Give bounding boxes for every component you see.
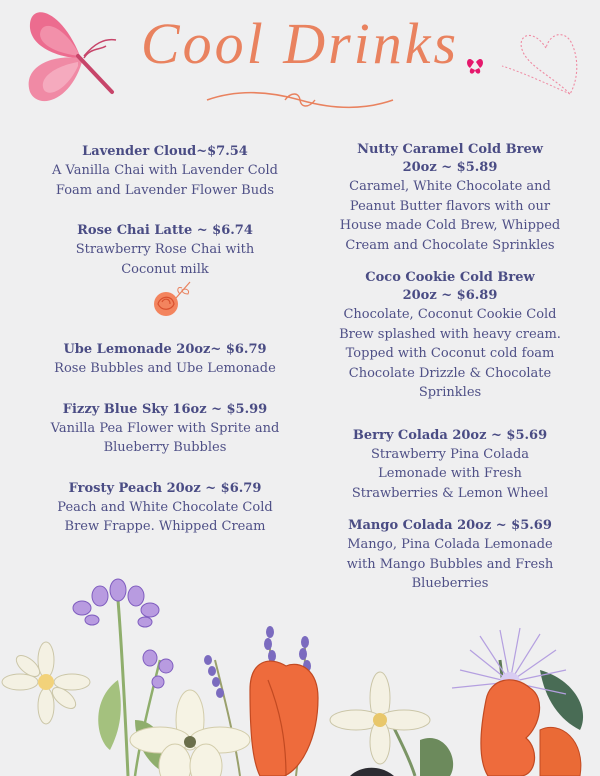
item-description-line: Sprinkles xyxy=(418,385,482,400)
menu-item-lavender-cloud xyxy=(20,143,310,200)
item-name: Ube Lemonade 20oz~ $6.79 xyxy=(63,342,267,357)
item-price: 20oz ~ $5.89 xyxy=(402,160,498,175)
item-description-line: Topped with Coconut cold foam xyxy=(345,346,555,361)
heart-line-art xyxy=(462,22,587,102)
item-description-line: Caramel, White Chocolate and xyxy=(349,179,551,194)
item-description-line: Strawberries & Lemon Wheel xyxy=(351,485,549,501)
menu-item-coco-cookie-cold-brew xyxy=(305,269,595,403)
item-description-line: House made Cold Brew, Whipped xyxy=(339,218,561,233)
menu-item-berry-colada xyxy=(305,427,595,504)
left-menu-column xyxy=(20,143,310,559)
item-description-line: Peach and White Chocolate Cold xyxy=(57,499,273,515)
swirl-divider xyxy=(205,88,395,112)
item-description-line: Strawberry Pina Colada xyxy=(370,446,530,462)
item-description-line: Coconut milk xyxy=(121,261,209,277)
wildflower-border-illustration xyxy=(0,570,600,776)
right-menu-column xyxy=(305,141,595,608)
item-name: Rose Chai Latte ~ $6.74 xyxy=(77,223,253,238)
item-name: Nutty Caramel Cold Brew xyxy=(357,142,543,157)
menu-item-rose-chai-latte xyxy=(20,222,310,279)
item-description-line: Chocolate, Coconut Cookie Cold xyxy=(343,307,557,322)
rose-icon xyxy=(150,278,196,324)
item-name: Mango Colada 20oz ~ $5.69 xyxy=(348,518,552,533)
page-title: Cool Drinks xyxy=(140,11,460,76)
menu-item-ube-lemonade xyxy=(20,341,310,379)
item-description-line: Rose Bubbles and Ube Lemonade xyxy=(54,361,276,376)
item-description-line: A Vanilla Chai with Lavender Cold xyxy=(52,163,278,178)
item-description-line: Strawberry Rose Chai with xyxy=(75,242,255,257)
item-description-line: with Mango Bubbles and Fresh xyxy=(346,556,554,572)
item-description-line: Vanilla Pea Flower with Sprite and xyxy=(50,420,280,436)
item-price: 20oz ~ $6.89 xyxy=(402,288,498,303)
item-description-line: Foam and Lavender Flower Buds xyxy=(55,182,275,198)
menu-item-nutty-caramel-cold-brew xyxy=(305,141,595,255)
item-description-line: Lemonade with Fresh xyxy=(378,466,522,481)
menu-item-frosty-peach xyxy=(20,480,310,537)
item-name: Frosty Peach 20oz ~ $6.79 xyxy=(68,480,262,496)
item-description-line: Blueberries xyxy=(411,576,489,591)
item-name: Berry Colada 20oz ~ $5.69 xyxy=(352,427,548,443)
item-description-line: Brew splashed with heavy cream. xyxy=(339,326,561,342)
item-name: Lavender Cloud~$7.54 xyxy=(82,144,248,159)
item-description-line: Brew Frappe. Whipped Cream xyxy=(64,519,266,534)
item-name: Coco Cookie Cold Brew xyxy=(365,270,535,285)
menu-item-fizzy-blue-sky xyxy=(20,401,310,458)
item-name: Fizzy Blue Sky 16oz ~ $5.99 xyxy=(62,401,268,417)
item-description-line: Mango, Pina Colada Lemonade xyxy=(347,537,553,552)
item-description-line: Cream and Chocolate Sprinkles xyxy=(345,237,555,253)
item-description-line: Chocolate Drizzle & Chocolate xyxy=(348,365,552,381)
item-description-line: Blueberry Bubbles xyxy=(103,440,227,455)
item-description-line: Peanut Butter flavors with our xyxy=(349,198,551,214)
